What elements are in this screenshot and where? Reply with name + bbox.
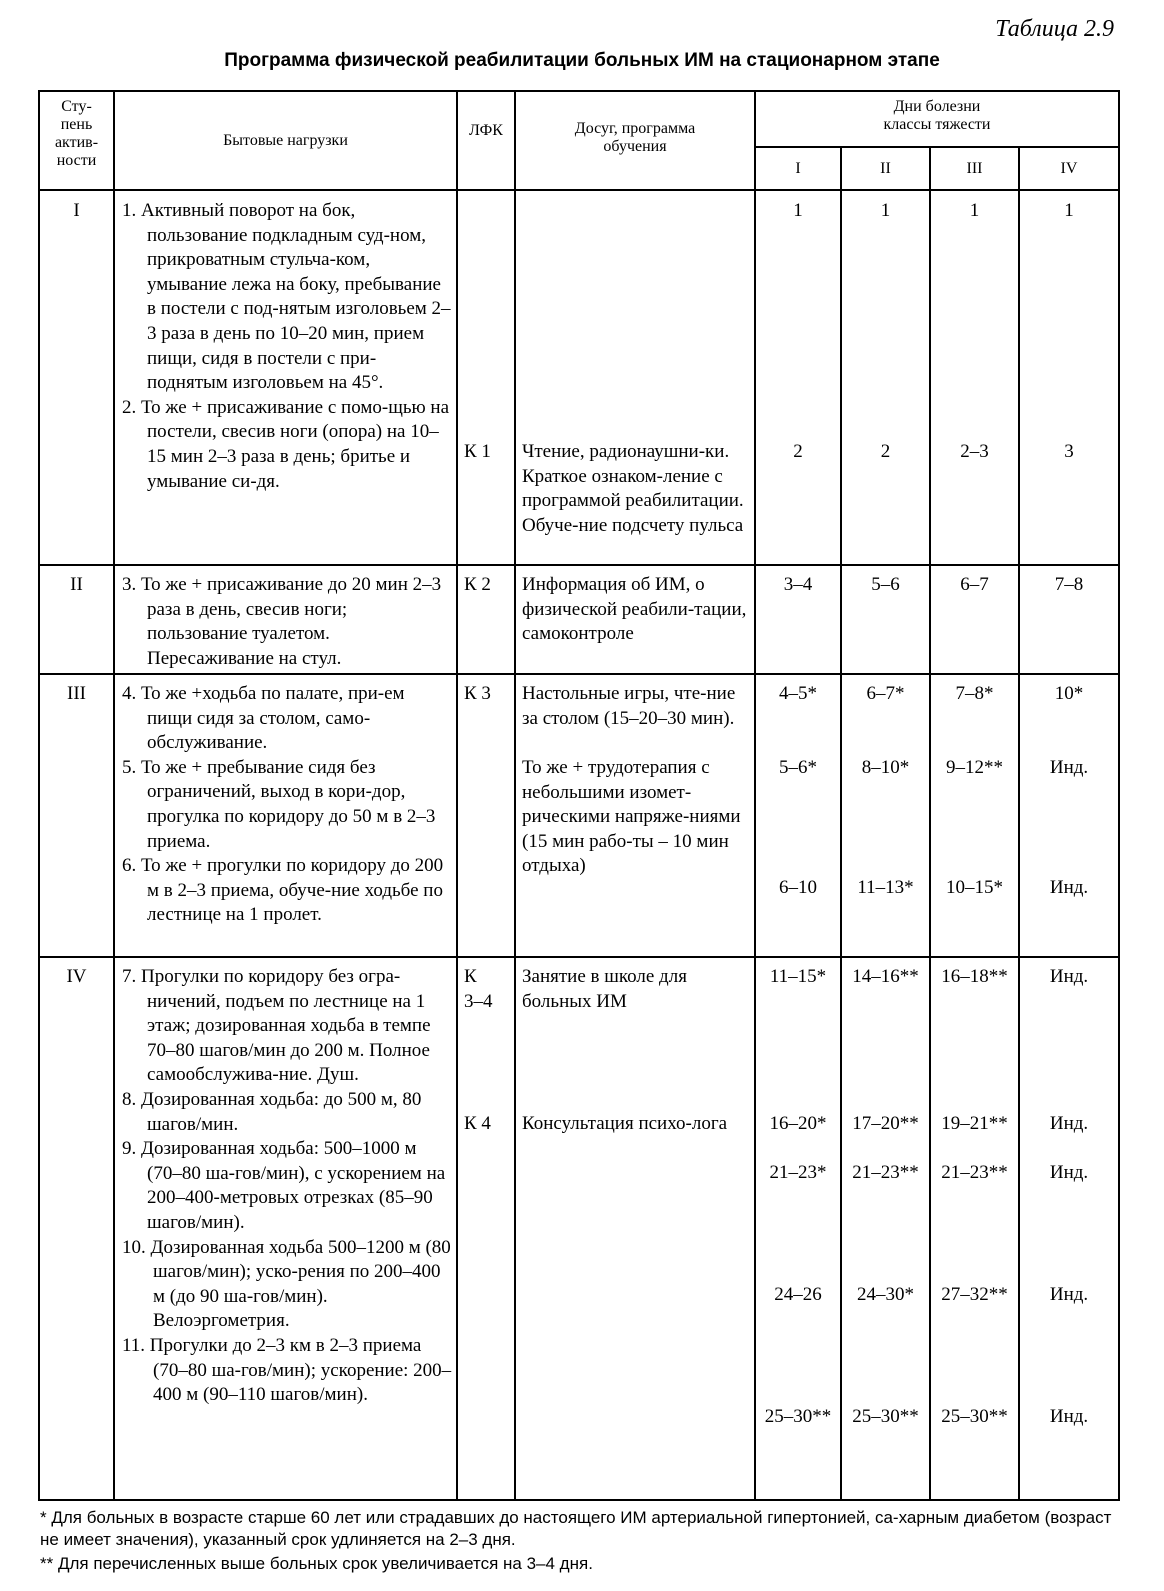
day-cell: 25–30** [941,1406,1008,1427]
household-list [122,573,452,671]
leisure-text: Консультация психо-лога [522,1113,728,1134]
day-cell: 10–15* [946,877,1003,898]
day-cell: 6–10 [779,877,817,898]
household-item: 9. Дозированная ходьба: 500–1000 м (70–80 ша-гов/мин), с ускорением на 200–400-метровых отрезках (85–90 шагов/мин). [122,1138,446,1233]
leisure-text: Чтение, радионаушни-ки. Краткое ознаком-ление с программой реабилитации. Обуче-ние подсчету пульса [522,441,744,536]
day-cell: Инд. [1049,877,1089,898]
row-line [40,673,1118,675]
header-class-2: II [880,160,891,177]
header-lfk: ЛФК [469,122,503,139]
day-cell: 2–3 [960,441,989,462]
day-cell: 2 [793,441,803,462]
leisure-text: То же + трудотерапия с небольшими изомет-рическими напряже-ниями (15 мин рабо-ты – 10 мин отдыха) [522,757,741,877]
header-leisure: Досуг, программа обучения [574,120,696,155]
day-cell: Инд. [1049,1113,1089,1134]
day-cell: 14–16** [852,966,919,987]
day-cell: 3 [1064,441,1074,462]
day-cell: 11–15* [769,966,827,987]
day-cell: 2 [880,441,891,462]
stage-label: III [67,683,86,704]
stage-label: IV [66,966,87,987]
day-cell: 11–13* [857,877,914,898]
household-list [122,965,452,1408]
col-line [456,92,458,1499]
lfk-value: К 1 [464,441,491,462]
stage-label: II [70,574,83,595]
day-cell: Инд. [1049,966,1089,987]
day-cell: 3–4 [783,574,813,595]
day-cell: 7–8* [955,683,994,704]
row-line [754,146,1118,148]
household-list [122,682,452,928]
day-cell: 1 [880,200,891,221]
header-class-3: III [966,160,983,177]
lfk-value: К 4 [464,1113,491,1134]
day-cell: 24–26 [774,1284,822,1305]
day-cell: 9–12** [946,757,1003,778]
day-cell: Инд. [1049,1406,1089,1427]
household-item: 6. То же + прогулки по коридору до 200 м в 2–3 приема, обуче-ние ходьбе по лестнице на 1 пролет. [122,855,444,926]
household-item: 2. То же + присаживание с помо-щью на постели, свесив ноги (опора) на 10–15 мин 2–3 раза в день; бритье и умывание си-дя. [122,396,450,492]
row-line [40,564,1118,566]
stage-label: I [73,200,80,221]
day-cell: 19–21** [941,1113,1008,1134]
household-item: 4. То же +ходьба по палате, при-ем пищи сидя за столом, само-обслуживание. [122,683,405,754]
household-item: 11. Прогулки до 2–3 км в 2–3 приема (70–80 ша-гов/мин); ускорение: 200–400 м (90–110 шагов/мин). [122,1334,452,1406]
household-item: 8. Дозированная ходьба: до 500 м, 80 шагов/мин. [122,1088,422,1135]
day-cell: 5–6* [779,757,817,778]
day-cell: 1 [969,200,980,221]
leisure-text: Занятие в школе для больных ИМ [522,966,687,1012]
header-stage: Сту- пень актив- ности [54,98,99,169]
day-cell: 25–30** [852,1406,919,1427]
day-cell: 16–20* [769,1113,827,1134]
footnote-2: ** Для перечисленных выше больных срок увеличивается на 3–4 дня. [40,1554,593,1573]
day-cell: 8–10* [861,757,910,778]
day-cell: Инд. [1049,1162,1089,1183]
day-cell: 17–20** [852,1113,919,1134]
header-class-1: I [795,160,801,177]
day-cell: 4–5* [779,683,817,704]
footnote-1: * Для больных в возрасте старше 60 лет или страдавших до настоящего ИМ артериальной гипертонией, са-харным диабетом (возраст не имеет значения), указанный срок удлиняется на 2–3 дня. [40,1508,1112,1549]
day-cell: 16–18** [941,966,1008,987]
lfk-value: К 3–4 [464,966,493,1012]
day-cell: Инд. [1049,1284,1089,1305]
table-number: Таблица 2.9 [995,16,1114,42]
leisure-text: Информация об ИМ, о физической реабили-тации, самоконтроле [522,574,747,645]
day-cell: 6–7* [866,683,905,704]
header-household: Бытовые нагрузки [223,132,348,149]
day-cell: 27–32** [941,1284,1008,1305]
header-days: Дни болезни классы тяжести [883,98,991,133]
day-cell: 1 [793,200,803,221]
household-item: 7. Прогулки по коридору без огра-ничений, подъем по лестнице на 1 этаж; дозированная ходьба в темпе 70–80 шагов/мин до 200 м. Полное самообслужива-ние. Душ. [122,966,431,1086]
lfk-value: К 2 [464,574,491,595]
day-cell: Инд. [1049,757,1089,778]
day-cell: 6–7 [960,574,989,595]
rehab-table [38,90,1120,1501]
day-cell: 10* [1054,683,1084,704]
lfk-value: К 3 [464,683,491,704]
household-item: 1. Активный поворот на бок, пользование подкладным суд-ном, прикроватным стульча-ком, умывание лежа на боку, пребывание в постели с под-нятым изголовьем 2–3 раза в день по 10–20 мин, прием пищи, сидя в постели с при-поднятым изголовьем на 45°. [122,200,451,394]
day-cell: 21–23** [852,1162,919,1183]
day-cell: 21–23* [769,1162,827,1183]
day-cell: 21–23** [941,1162,1008,1183]
day-cell: 24–30* [857,1284,914,1305]
day-cell: 1 [1064,200,1074,221]
row-line [40,956,1118,958]
col-line [514,92,516,1499]
day-cell: 25–30** [764,1406,832,1427]
day-cell: 7–8 [1054,574,1084,595]
header-class-4: IV [1060,160,1078,177]
household-list [122,199,452,494]
household-item: 3. То же + присаживание до 20 мин 2–3 раза в день, свесив ноги; пользование туалетом. Пересаживание на стул. [122,574,442,669]
table-title: Программа физической реабилитации больных ИМ на стационарном этапе [224,50,940,71]
row-line [40,189,1118,191]
household-item: 10. Дозированная ходьба 500–1200 м (80 шагов/мин); уско-рения по 200–400 м (до 90 ша-гов/мин). Велоэргометрия. [122,1236,451,1332]
household-item: 5. То же + пребывание сидя без ограничений, выход в кори-дор, прогулка по коридору до 50 м в 2–3 приема. [122,756,436,852]
leisure-text: Настольные игры, чте-ние за столом (15–20–30 мин). [522,683,736,729]
col-line [113,92,115,1499]
day-cell: 5–6 [871,574,900,595]
